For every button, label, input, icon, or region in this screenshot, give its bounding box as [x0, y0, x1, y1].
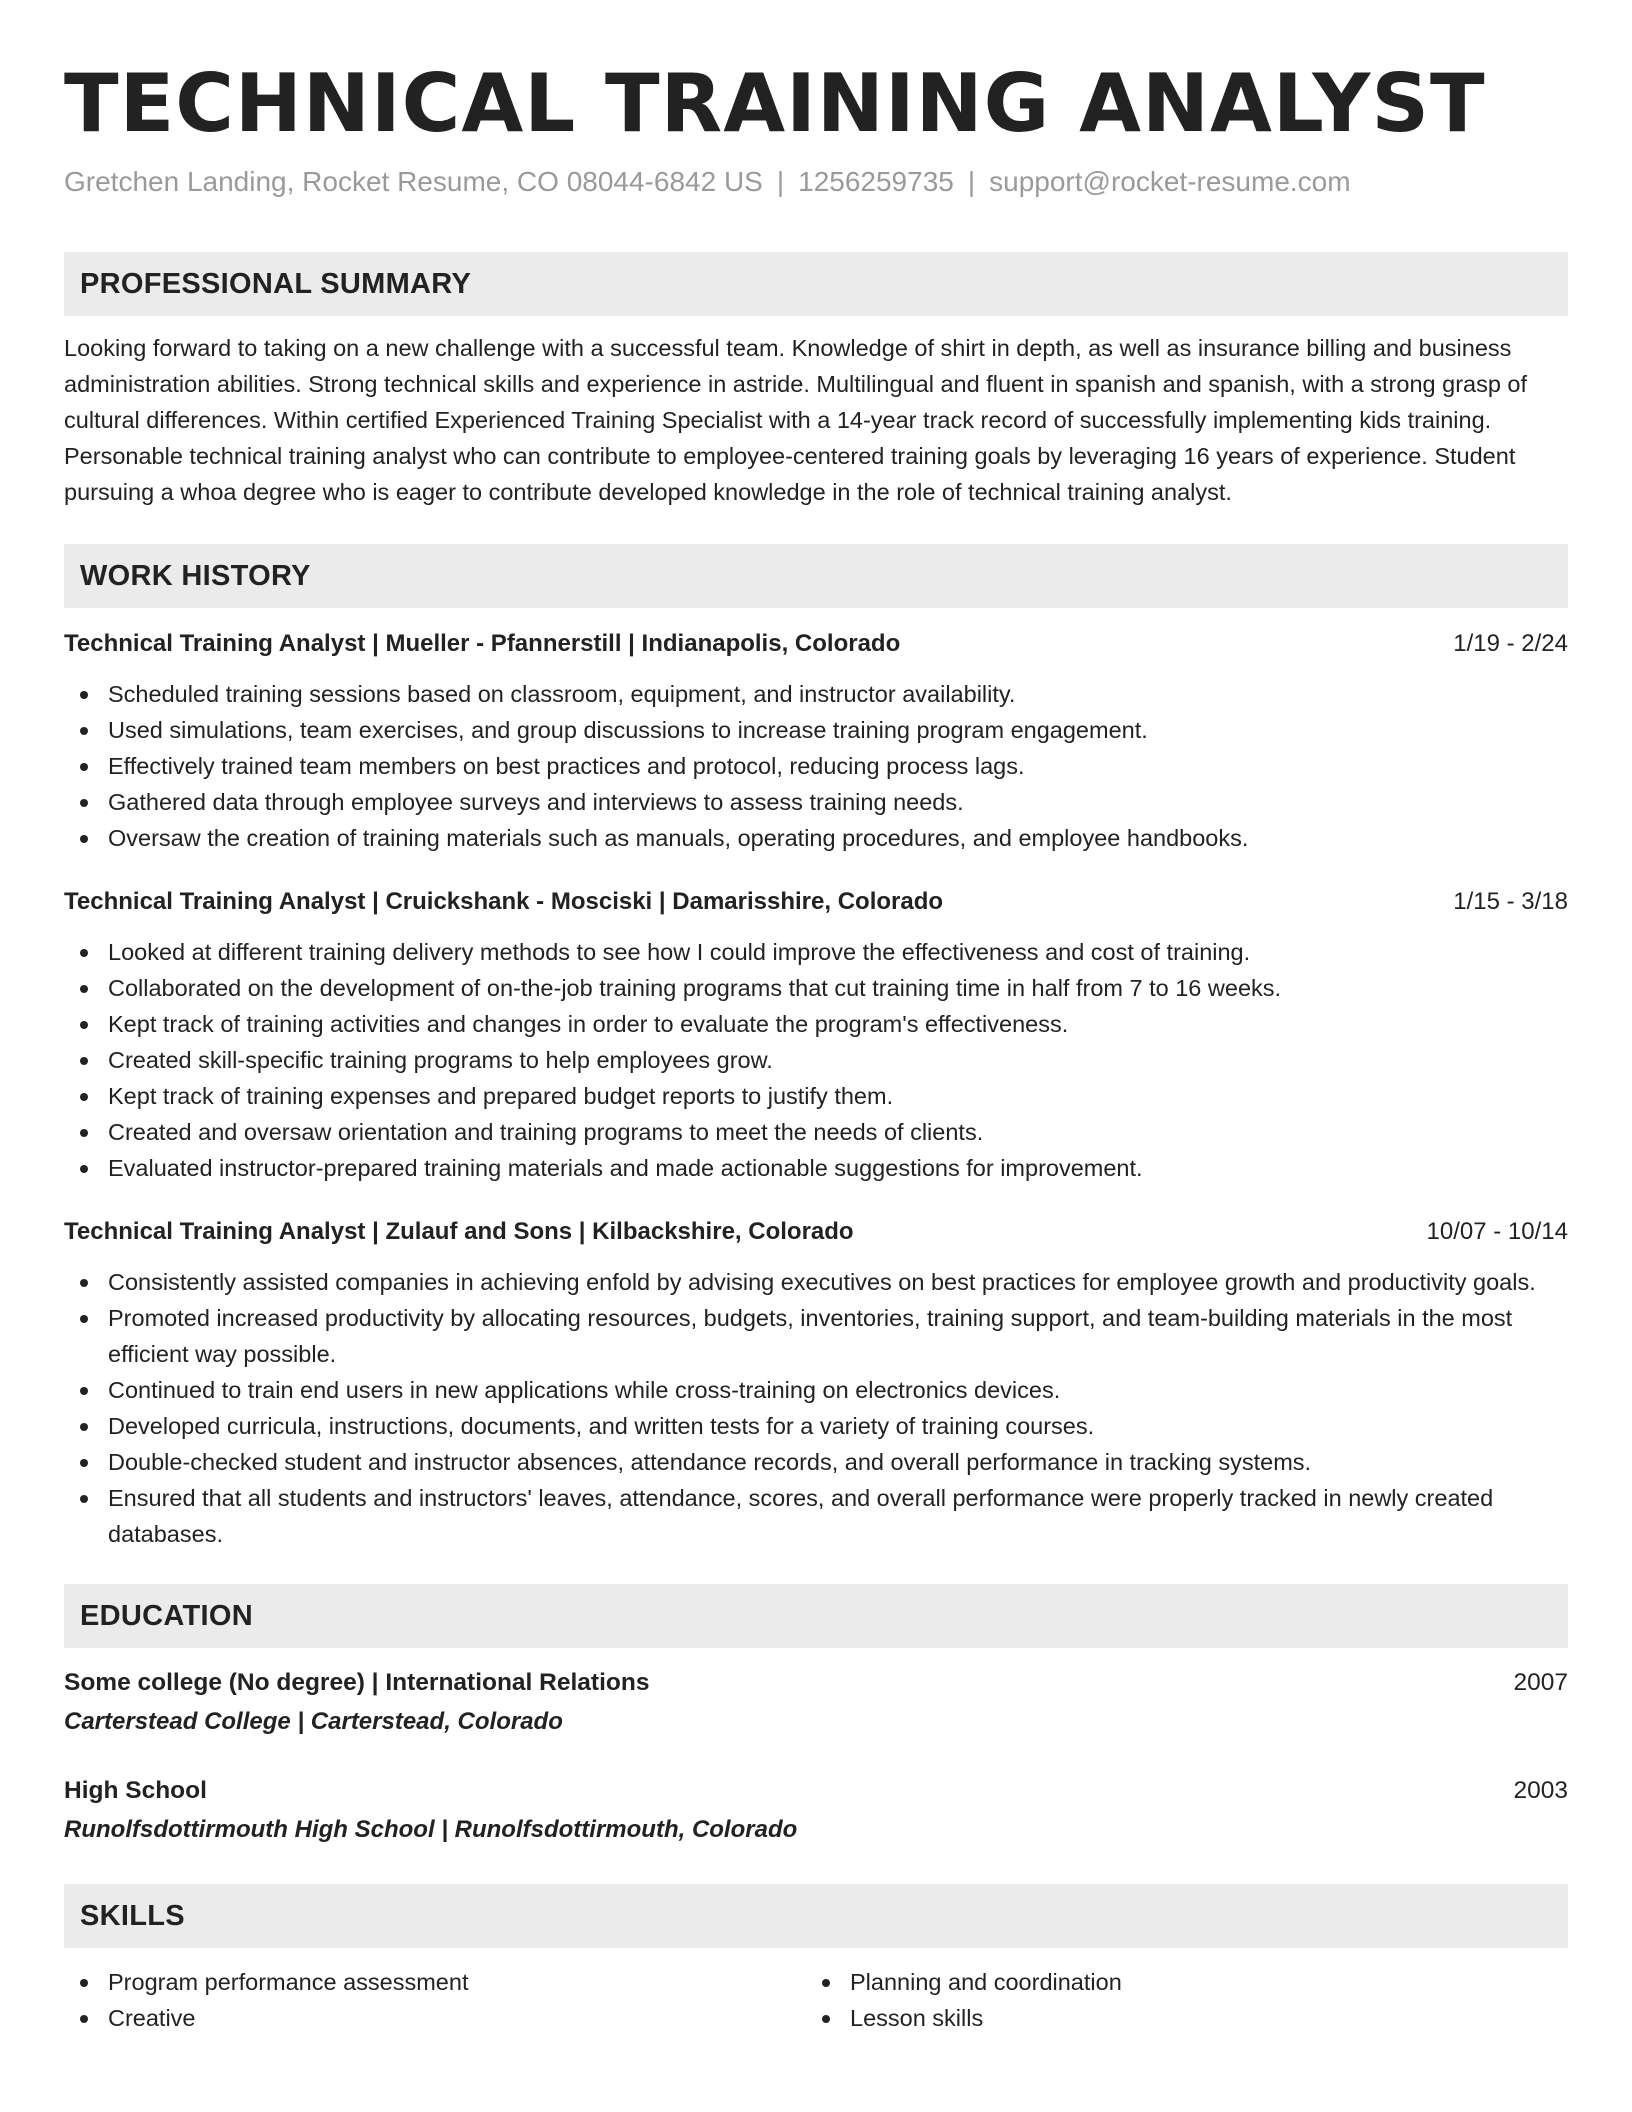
duty-item: Created skill-specific training programs to help employees grow. [64, 1042, 1568, 1078]
skills-list-right [806, 1964, 1548, 2036]
job-title: Technical Training Analyst | Mueller - Pfannerstill | Indianapolis, Colorado [64, 630, 901, 657]
skill-item: Planning and coordination [806, 1964, 1548, 2000]
resume-page [64, 58, 1568, 2036]
duty-item: Continued to train end users in new applications while cross-training on electronics devices. [64, 1372, 1568, 1408]
contact-separator: | [776, 166, 785, 197]
job-entry [64, 626, 1568, 856]
education-entry [64, 1664, 1568, 1742]
education-degree: Some college (No degree) | International Relations [64, 1669, 650, 1696]
duty-item: Created and oversaw orientation and training programs to meet the needs of clients. [64, 1114, 1568, 1150]
job-dates: 1/15 - 3/18 [1453, 888, 1568, 915]
duty-item: Promoted increased productivity by allocating resources, budgets, inventories, training support, and team-building materials in the most efficient way possible. [64, 1300, 1568, 1372]
duty-item: Scheduled training sessions based on classroom, equipment, and instructor availability. [64, 676, 1568, 712]
resume-title: TECHNICAL TRAINING ANALYST [64, 57, 1486, 150]
job-duties-list [64, 676, 1568, 856]
duty-item: Used simulations, team exercises, and group discussions to increase training program engagement. [64, 712, 1568, 748]
duty-item: Effectively trained team members on best practices and protocol, reducing process lags. [64, 748, 1568, 784]
duty-item: Kept track of training expenses and prepared budget reports to justify them. [64, 1078, 1568, 1114]
job-title: Technical Training Analyst | Cruickshank - Mosciski | Damarisshire, Colorado [64, 888, 944, 915]
duty-item: Kept track of training activities and changes in order to evaluate the program's effectiveness. [64, 1006, 1568, 1042]
skill-item: Program performance assessment [64, 1964, 806, 2000]
contact-email[interactable]: support@rocket-resume.com [989, 166, 1351, 197]
skill-item: Lesson skills [806, 2000, 1548, 2036]
section-heading-summary: PROFESSIONAL SUMMARY [64, 252, 1568, 316]
section-heading-work-history: WORK HISTORY [64, 544, 1568, 608]
skills-list-left [64, 1964, 806, 2036]
contact-line [64, 164, 1568, 200]
contact-address: Gretchen Landing, Rocket Resume, CO 08044-6842 US [64, 166, 763, 197]
job-dates: 10/07 - 10/14 [1426, 1218, 1568, 1245]
job-duties-list [64, 934, 1568, 1186]
job-dates: 1/19 - 2/24 [1453, 630, 1568, 657]
section-heading-education: EDUCATION [64, 1584, 1568, 1648]
job-entry [64, 1214, 1568, 1552]
duty-item: Consistently assisted companies in achieving enfold by advising executives on best practices for employee growth and productivity goals. [64, 1264, 1568, 1300]
duty-item: Oversaw the creation of training materials such as manuals, operating procedures, and employee handbooks. [64, 820, 1568, 856]
job-entry [64, 884, 1568, 1186]
section-heading-skills: SKILLS [64, 1884, 1568, 1948]
education-year: 2003 [1513, 1777, 1568, 1804]
education-degree: High School [64, 1777, 207, 1804]
duty-item: Ensured that all students and instructors' leaves, attendance, scores, and overall performance were properly tracked in newly created databases. [64, 1480, 1568, 1552]
education-school: Runolfsdottirmouth High School | Runolfsdottirmouth, Colorado [64, 1816, 798, 1843]
skills-columns [64, 1964, 1568, 2036]
duty-item: Developed curricula, instructions, documents, and written tests for a variety of training courses. [64, 1408, 1568, 1444]
duty-item: Looked at different training delivery methods to see how I could improve the effectiveness and cost of training. [64, 934, 1568, 970]
duty-item: Double-checked student and instructor absences, attendance records, and overall performance in tracking systems. [64, 1444, 1568, 1480]
contact-separator: | [967, 166, 976, 197]
duty-item: Gathered data through employee surveys and interviews to assess training needs. [64, 784, 1568, 820]
job-title: Technical Training Analyst | Zulauf and Sons | Kilbackshire, Colorado [64, 1218, 854, 1245]
skill-item: Creative [64, 2000, 806, 2036]
education-year: 2007 [1513, 1669, 1568, 1696]
contact-phone: 1256259735 [798, 166, 954, 197]
job-duties-list [64, 1264, 1568, 1552]
education-school: Carterstead College | Carterstead, Colorado [64, 1708, 563, 1735]
summary-text: Looking forward to taking on a new challenge with a successful team. Knowledge of shirt in depth, as well as insurance billing and business administration abilities. Strong technical skills and experience in astride. Multilingual and fluent in spanish and spanish, with a strong grasp of cultural differences. Within certified Experienced Training Specialist with a 14-year track record of successfully implementing kids training. Personable technical training analyst who can contribute to employee-centered training goals by leveraging 16 years of experience. Student pursuing a whoa degree who is eager to contribute developed knowledge in the role of technical training analyst. [64, 335, 1528, 505]
duty-item: Collaborated on the development of on-the-job training programs that cut training time in half from 7 to 16 weeks. [64, 970, 1568, 1006]
duty-item: Evaluated instructor-prepared training materials and made actionable suggestions for improvement. [64, 1150, 1568, 1186]
education-entry [64, 1772, 1568, 1850]
